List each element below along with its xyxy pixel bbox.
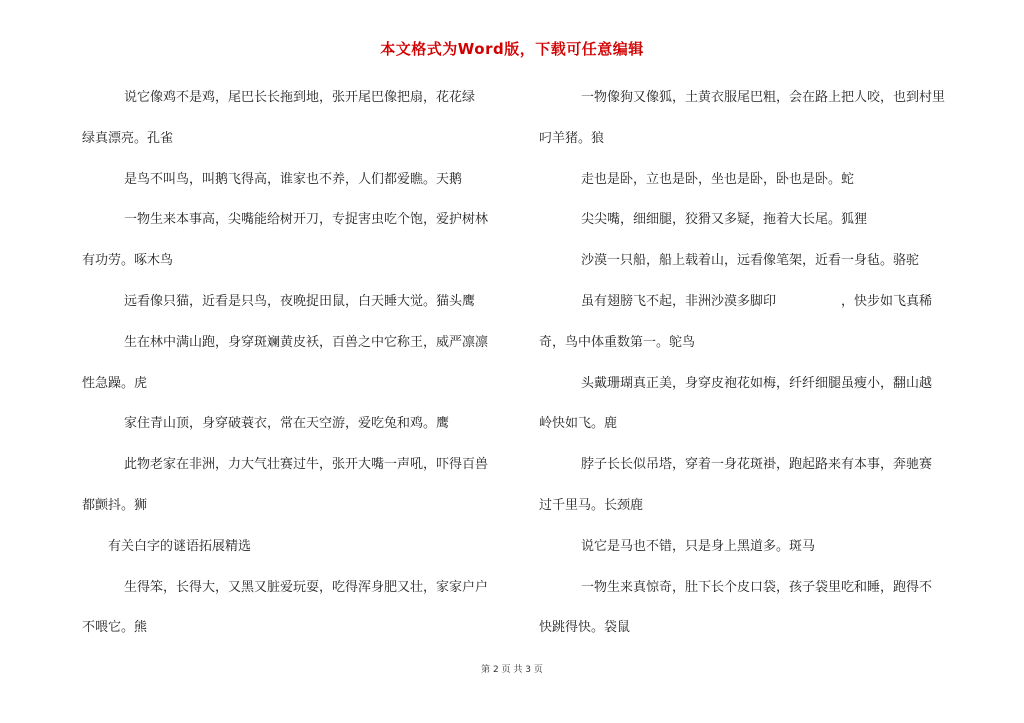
text-line: 家住青山顶，身穿破蓑衣，常在天空游，爱吃兔和鸡。鹰 [124, 416, 450, 432]
text-line: 性急躁。虎 [82, 375, 148, 391]
text-line: 说它像鸡不是鸡，尾巴长长拖到地，张开尾巴像把扇，花花绿 [124, 90, 476, 105]
text-line: 一物像狗又像狐，土黄衣服尾巴粗，会在路上把人咬，也到村里 [581, 90, 946, 105]
text-line: 尖尖嘴，细细腿，狡猾又多疑，拖着大长尾。狐狸 [581, 212, 868, 228]
text-line: 过千里马。长颈鹿 [539, 497, 644, 513]
page-banner: 本文格式为Word版，下载可任意编辑 [380, 40, 644, 58]
text-line: 一物生来真惊奇，肚下长个皮口袋，孩子袋里吃和睡，跑得不 [581, 579, 933, 595]
text-line: 说它是马也不错，只是身上黑道多。斑马 [581, 538, 816, 554]
text-line: 虽有翅膀飞不起，非洲沙漠多脚印 ，快步如飞真稀 [581, 293, 933, 309]
text-line: 绿真漂亮。孔雀 [82, 130, 174, 146]
text-line: 有功劳。啄木鸟 [82, 253, 174, 269]
right-column [539, 78, 959, 649]
text-line: 头戴珊瑚真正美，身穿皮袍花如梅，纤纤细腿虽瘦小，翻山越 [581, 375, 933, 391]
text-line: 快跳得快。袋鼠 [539, 620, 631, 636]
page-number-footer: 第 2 页 共 3 页 [481, 665, 543, 675]
text-line: 叼羊猪。狼 [539, 130, 605, 146]
text-line: 此物老家在非洲，力大气壮赛过牛，张开大嘴一声吼，吓得百兽 [124, 457, 489, 473]
text-line: 是鸟不叫鸟，叫鹅飞得高，谁家也不养，人们都爱瞧。天鹅 [124, 171, 463, 187]
text-line: 走也是卧，立也是卧，坐也是卧，卧也是卧。蛇 [581, 171, 855, 187]
text-line: 岭快如飞。鹿 [539, 416, 618, 432]
text-line: 不喂它。熊 [82, 620, 148, 636]
left-column [82, 78, 512, 649]
text-line: 生在林中满山跑，身穿斑斓黄皮袄，百兽之中它称王，威严凛凛 [124, 334, 489, 350]
section-heading: 有关白字的谜语拓展精选 [108, 538, 252, 554]
text-line: 远看像只猫，近看是只鸟，夜晚捉田鼠，白天睡大觉。猫头鹰 [124, 293, 476, 309]
text-line: 脖子长长似吊塔，穿着一身花斑褂，跑起路来有本事，奔驰赛 [581, 457, 933, 473]
text-line: 沙漠一只船，船上载着山，远看像笔架，近看一身毡。骆驼 [581, 253, 920, 269]
text-line: 都颤抖。狮 [82, 497, 148, 513]
text-line: 一物生来本事高，尖嘴能给树开刀，专捉害虫吃个饱，爱护树林 [124, 212, 489, 228]
text-line: 奇，鸟中体重数第一。鸵鸟 [539, 334, 696, 350]
text-line: 生得笨，长得大，又黑又脏爱玩耍，吃得浑身肥又壮，家家户户 [124, 579, 489, 595]
